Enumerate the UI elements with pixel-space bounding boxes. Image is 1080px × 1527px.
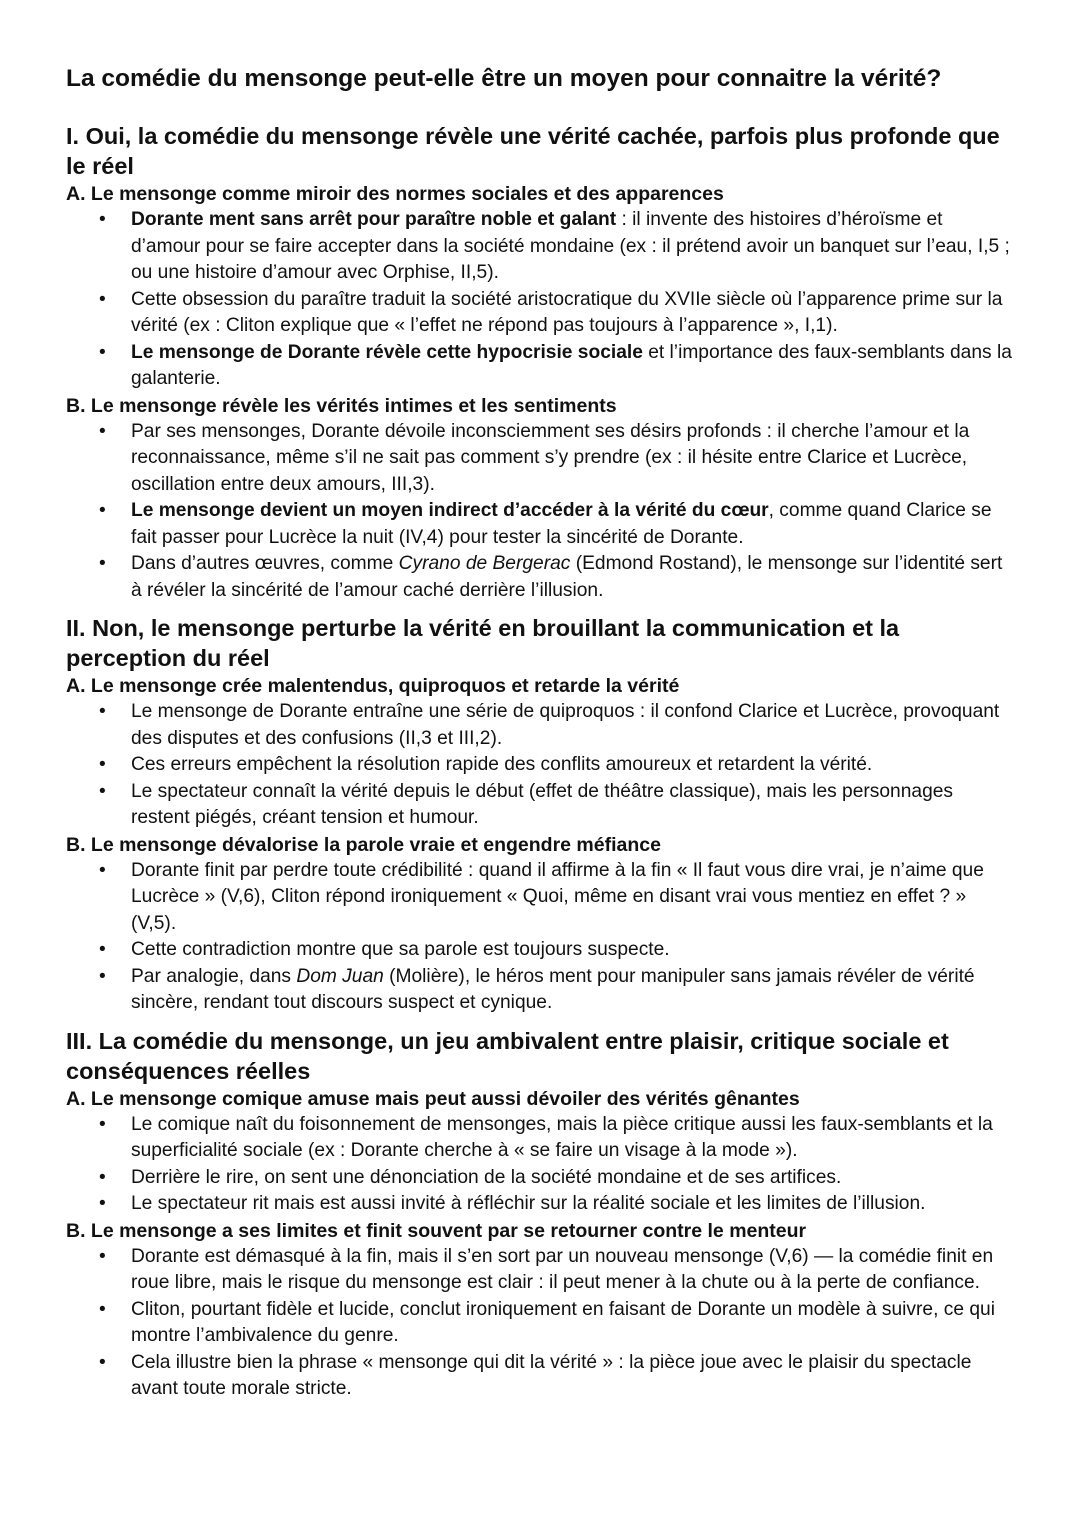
bullet-bold-text: Le mensonge de Dorante révèle cette hypocrisie sociale — [131, 341, 643, 363]
work-title: Dom Juan — [296, 965, 384, 987]
section-heading: B. Le mensonge révèle les vérités intimes et les sentiments — [66, 394, 617, 417]
section-heading: B. Le mensonge dévalorise la parole vraie et engendre méfiance — [66, 833, 661, 856]
list-item — [131, 207, 1016, 287]
list-item — [131, 287, 1016, 340]
bullet-text: (Edmond Rostand), le mensonge sur l’identité sert à révéler la sincérité de l’amour caché derrière l’illusion. — [131, 553, 1003, 601]
document-title: La comédie du mensonge peut-elle être un moyen pour connaitre la vérité? — [66, 65, 942, 92]
bullet-text: , comme quand Clarice se fait passer pour Lucrèce la nuit (IV,4) pour tester la sincérité de Dorante. — [131, 500, 992, 548]
bullet-bold-text: Le mensonge devient un moyen indirect d’accéder à la vérité du cœur — [131, 500, 769, 521]
list-item — [131, 964, 1016, 1017]
part-heading: III. La comédie du mensonge, un jeu ambivalent entre plaisir, critique sociale et conséquences réelles — [66, 1027, 949, 1084]
bullet-bold-text: Dorante ment sans arrêt pour paraître noble et galant — [131, 209, 617, 230]
list-item — [131, 752, 1016, 779]
part-2 — [66, 613, 1016, 1017]
list-item — [131, 1191, 1016, 1218]
bullet-text: Le spectateur connaît la vérité depuis le début (effet de théâtre classique), mais les personnages restent piégés, créant tension et humour. — [131, 780, 954, 828]
bullet-text: Cela illustre bien la phrase « mensonge qui dit la vérité » : la pièce joue avec le plaisir du spectacle avant toute morale stricte. — [131, 1351, 972, 1399]
list-item — [131, 1165, 1016, 1192]
list-item — [131, 858, 1016, 938]
section-heading: A. Le mensonge crée malentendus, quiproquos et retarde la vérité — [66, 675, 680, 697]
bullet-list — [66, 699, 1016, 832]
bullet-text: Derrière le rire, on sent une dénonciation de la société mondaine et de ses artifices. — [131, 1166, 842, 1188]
list-item — [131, 699, 1016, 752]
part-1 — [66, 121, 1016, 604]
bullet-text: (Molière), le héros ment pour manipuler sans jamais révéler de vérité sincère, rendant tout discours suspect et cynique. — [131, 965, 975, 1013]
work-title: Cyrano de Bergerac — [398, 553, 571, 574]
bullet-text: Par ses mensonges, Dorante dévoile inconsciemment ses désirs profonds : il cherche l’amour et la reconnaissance, même s’il ne sait pas comment s’y prendre (ex : il hésite entre Clarice et Lucrèce, oscillation entre deux amours, III,3). — [131, 420, 970, 495]
section-heading: A. Le mensonge comme miroir des normes sociales et des apparences — [66, 183, 724, 205]
list-item — [131, 498, 1016, 551]
list-item — [131, 1112, 1016, 1165]
list-item — [131, 1297, 1016, 1350]
bullet-text: et l’importance des faux-semblants dans la galanterie. — [131, 341, 1012, 389]
bullet-list — [66, 1112, 1016, 1218]
bullet-text: : il invente des histoires d’héroïsme et d’amour pour se faire accepter dans la société mondaine (ex : il prétend avoir un banquet sur l’eau, I,5 ; ou une histoire d’amour avec Orphise, II,5). — [131, 209, 1010, 283]
bullet-text: Ces erreurs empêchent la résolution rapide des conflits amoureux et retardent la vérité. — [131, 754, 873, 775]
list-item — [131, 1350, 1016, 1403]
bullet-text: Dorante est démasqué à la fin, mais il s’en sort par un nouveau mensonge (V,6) — la comédie finit en roue libre, mais le risque du mensonge est clair : il peut mener à la chute ou à la perte de confiance. — [131, 1245, 994, 1293]
bullet-text: Dorante finit par perdre toute crédibilité : quand il affirme à la fin « Il faut vous dire vrai, je n’aime que Lucrèce » (V,6), Cliton répond ironiquement « Quoi, même en disant vrai vous mentiez en effet ? » (V,5). — [131, 859, 984, 934]
list-item — [131, 1244, 1016, 1297]
part-heading: II. Non, le mensonge perturbe la vérité en brouillant la communication et la perception du réel — [66, 615, 900, 671]
bullet-text: Cliton, pourtant fidèle et lucide, conclut ironiquement en faisant de Dorante un modèle à suivre, ce qui montre l’ambivalence du genre. — [131, 1298, 995, 1346]
part-heading: I. Oui, la comédie du mensonge révèle une vérité cachée, parfois plus profonde que le réel — [66, 123, 1000, 179]
bullet-list — [66, 419, 1016, 605]
bullet-text: Le mensonge de Dorante entraîne une série de quiproquos : il confond Clarice et Lucrèce, provoquant des disputes et des confusions (II,3 et III,2). — [131, 701, 1000, 749]
bullet-list — [66, 858, 1016, 1017]
part-spacer — [66, 1017, 1016, 1026]
bullet-text: Le spectateur rit mais est aussi invité à réfléchir sur la réalité sociale et les limites de l’illusion. — [131, 1193, 926, 1214]
part-spacer — [66, 604, 1016, 613]
bullet-text-start: Dans d’autres œuvres, comme — [131, 553, 399, 574]
section-heading: A. Le mensonge comique amuse mais peut aussi dévoiler des vérités gênantes — [66, 1087, 800, 1110]
list-item — [131, 340, 1016, 393]
list-item — [131, 419, 1016, 499]
bullet-text: Cette obsession du paraître traduit la société aristocratique du XVIIe siècle où l’apparence prime sur la vérité (ex : Cliton explique que « l’effet ne répond pas toujours à l’apparence », I,1). — [131, 288, 1003, 336]
bullet-list — [66, 1244, 1016, 1403]
bullet-text: Le comique naît du foisonnement de mensonges, mais la pièce critique aussi les faux-semblants et la superficialité sociale (ex : Dorante cherche à « se faire un visage à la mode »). — [131, 1113, 993, 1161]
document-body — [66, 121, 1016, 1403]
bullet-list — [66, 207, 1016, 393]
list-item — [131, 779, 1016, 832]
section-heading: B. Le mensonge a ses limites et finit souvent par se retourner contre le menteur — [66, 1219, 807, 1242]
bullet-text-start: Par analogie, dans — [131, 965, 297, 987]
bullet-text: Cette contradiction montre que sa parole est toujours suspecte. — [131, 939, 670, 960]
list-item — [131, 937, 1016, 964]
list-item — [131, 551, 1016, 604]
part-3 — [66, 1026, 1016, 1403]
